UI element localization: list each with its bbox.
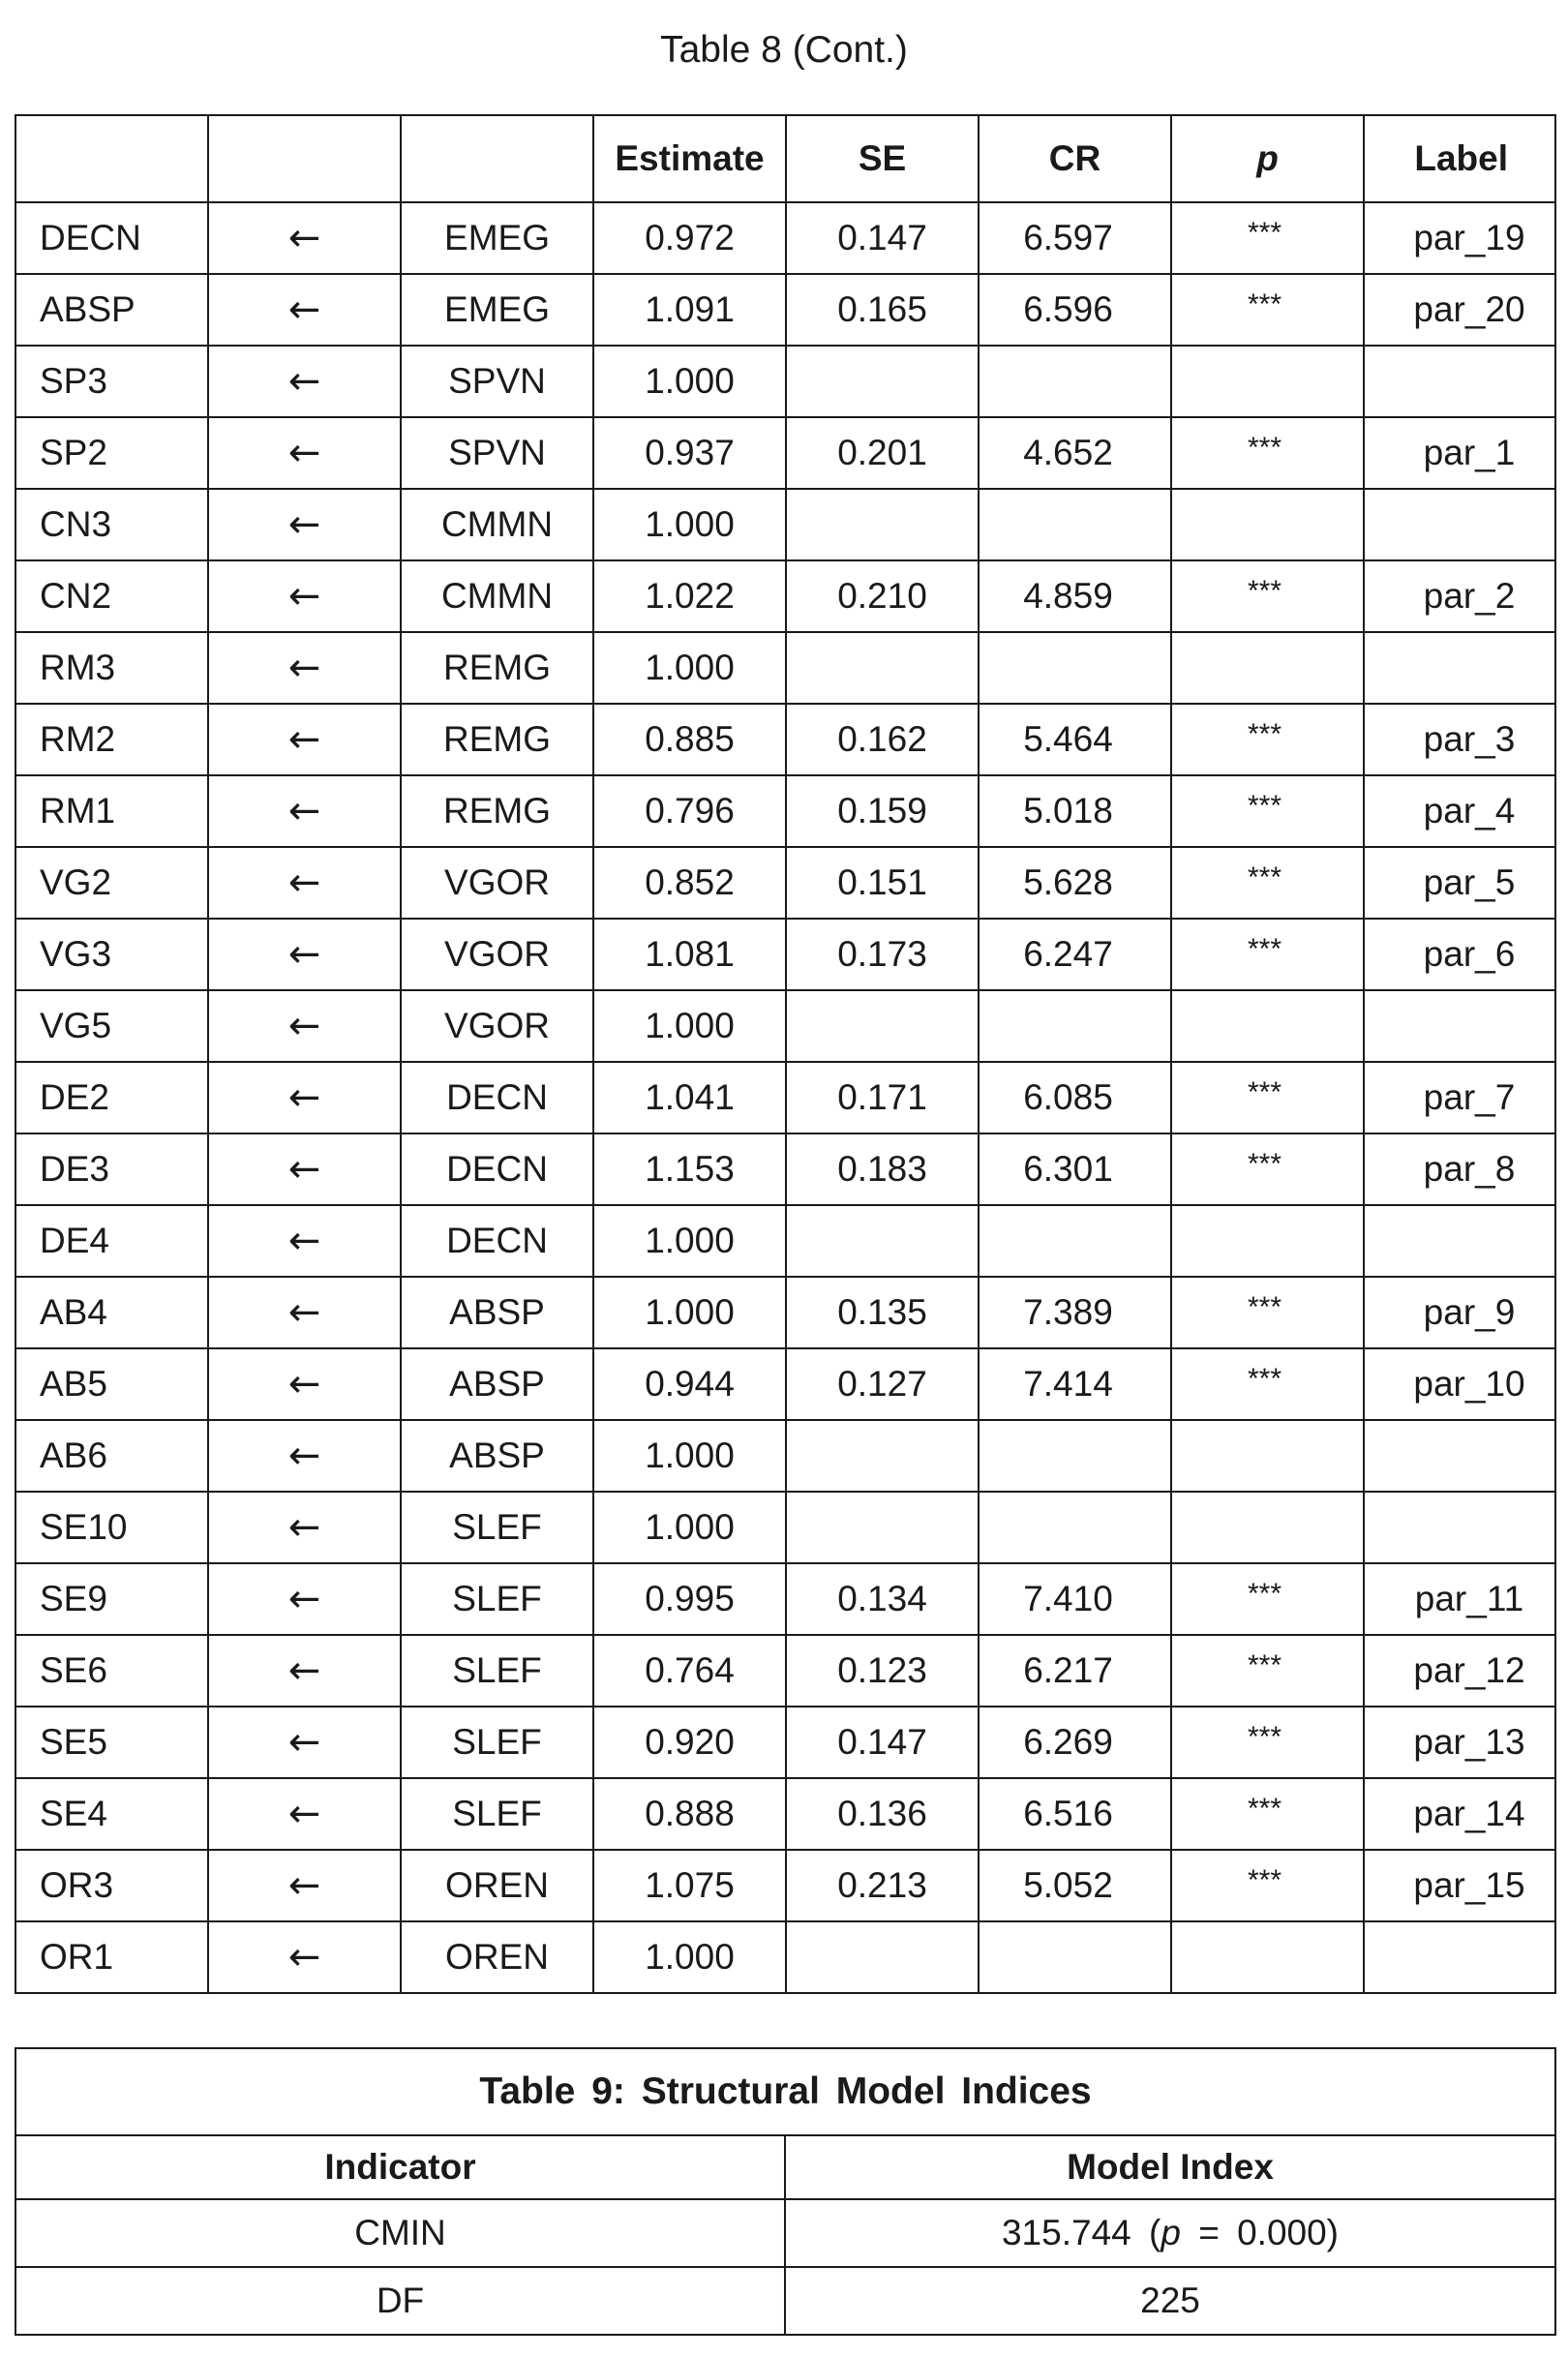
cr-cell: 5.018 <box>979 775 1171 847</box>
se-cell: 0.183 <box>786 1133 979 1205</box>
estimate-cell: 1.000 <box>593 346 786 417</box>
latent-cell: CMMN <box>401 489 593 560</box>
latent-cell: REMG <box>401 704 593 775</box>
se-cell: 0.165 <box>786 274 979 346</box>
table-row <box>15 775 1555 847</box>
label-cell: par_14 <box>1364 1778 1555 1850</box>
table-row <box>15 1921 1555 1993</box>
arrow-cell: ← <box>208 1850 401 1921</box>
table-9-title: Table 9: Structural Model Indices <box>15 2048 1555 2135</box>
p-cell <box>1171 274 1364 346</box>
p-cell <box>1171 1563 1364 1635</box>
indicator-cell: OR3 <box>15 1850 208 1921</box>
table-9-indicator-cell: CMIN <box>15 2199 785 2267</box>
table-row <box>15 489 1555 560</box>
latent-cell: SLEF <box>401 1563 593 1635</box>
significance-stars: *** <box>1247 575 1282 607</box>
p-cell <box>1171 560 1364 632</box>
cr-cell <box>979 1205 1171 1277</box>
p-cell <box>1171 489 1364 560</box>
p-cell <box>1171 1420 1364 1492</box>
arrow-cell: ← <box>208 202 401 274</box>
cr-cell: 7.414 <box>979 1348 1171 1420</box>
p-cell <box>1171 1635 1364 1707</box>
estimate-cell: 0.852 <box>593 847 786 919</box>
model-index-suffix: = 0.000) <box>1180 2213 1340 2252</box>
significance-stars: *** <box>1247 1793 1282 1825</box>
indicator-cell: DE2 <box>15 1062 208 1133</box>
arrow-cell: ← <box>208 1420 401 1492</box>
estimate-cell: 0.885 <box>593 704 786 775</box>
header-p: p <box>1171 115 1364 202</box>
latent-cell: SPVN <box>401 417 593 489</box>
se-cell: 0.127 <box>786 1348 979 1420</box>
latent-cell: ABSP <box>401 1420 593 1492</box>
table-8 <box>15 114 1556 1994</box>
latent-cell: ABSP <box>401 1277 593 1348</box>
arrow-cell: ← <box>208 847 401 919</box>
estimate-cell: 0.944 <box>593 1348 786 1420</box>
p-cell <box>1171 1348 1364 1420</box>
table-9-header-indicator: Indicator <box>15 2135 785 2199</box>
table-row <box>15 417 1555 489</box>
cr-cell <box>979 632 1171 704</box>
arrow-cell: ← <box>208 1563 401 1635</box>
indicator-cell: AB6 <box>15 1420 208 1492</box>
table-row <box>15 560 1555 632</box>
estimate-cell: 1.022 <box>593 560 786 632</box>
table-row <box>15 2267 1555 2335</box>
table-9-header-model-index: Model Index <box>785 2135 1555 2199</box>
p-cell <box>1171 1133 1364 1205</box>
table-9 <box>15 2047 1556 2336</box>
header-indicator <box>15 115 208 202</box>
model-index-prefix: 225 <box>1140 2281 1200 2320</box>
p-cell <box>1171 919 1364 990</box>
cr-cell: 6.085 <box>979 1062 1171 1133</box>
estimate-cell: 0.920 <box>593 1707 786 1778</box>
latent-cell: VGOR <box>401 919 593 990</box>
table-row <box>15 632 1555 704</box>
arrow-cell: ← <box>208 632 401 704</box>
header-cr: CR <box>979 115 1171 202</box>
latent-cell: SLEF <box>401 1778 593 1850</box>
cr-cell <box>979 489 1171 560</box>
cr-cell: 4.652 <box>979 417 1171 489</box>
latent-cell: VGOR <box>401 847 593 919</box>
arrow-cell: ← <box>208 1133 401 1205</box>
table-row <box>15 346 1555 417</box>
arrow-cell: ← <box>208 1277 401 1348</box>
indicator-cell: VG5 <box>15 990 208 1062</box>
indicator-cell: CN3 <box>15 489 208 560</box>
cr-cell: 6.516 <box>979 1778 1171 1850</box>
significance-stars: *** <box>1247 432 1282 464</box>
label-cell: par_20 <box>1364 274 1555 346</box>
table-9-model-index-cell <box>785 2199 1555 2267</box>
table-row <box>15 990 1555 1062</box>
p-cell <box>1171 775 1364 847</box>
header-label: Label <box>1364 115 1555 202</box>
label-cell <box>1364 1921 1555 1993</box>
label-cell <box>1364 489 1555 560</box>
estimate-cell: 1.000 <box>593 1420 786 1492</box>
significance-stars: *** <box>1247 1363 1282 1395</box>
model-index-p: p <box>1161 2213 1181 2252</box>
se-cell: 0.123 <box>786 1635 979 1707</box>
se-cell: 0.134 <box>786 1563 979 1635</box>
table-row <box>15 1277 1555 1348</box>
table-8-body <box>15 202 1555 1993</box>
significance-stars: *** <box>1247 1721 1282 1753</box>
label-cell <box>1364 1205 1555 1277</box>
significance-stars: *** <box>1247 933 1282 965</box>
indicator-cell: DE4 <box>15 1205 208 1277</box>
indicator-cell: RM1 <box>15 775 208 847</box>
indicator-cell: CN2 <box>15 560 208 632</box>
latent-cell: OREN <box>401 1921 593 1993</box>
table-9-model-index-cell <box>785 2267 1555 2335</box>
latent-cell: VGOR <box>401 990 593 1062</box>
latent-cell: SLEF <box>401 1492 593 1563</box>
estimate-cell: 1.000 <box>593 632 786 704</box>
indicator-cell: SE9 <box>15 1563 208 1635</box>
label-cell: par_13 <box>1364 1707 1555 1778</box>
label-cell: par_4 <box>1364 775 1555 847</box>
p-cell <box>1171 346 1364 417</box>
significance-stars: *** <box>1247 288 1282 320</box>
arrow-cell: ← <box>208 1707 401 1778</box>
label-cell: par_6 <box>1364 919 1555 990</box>
label-cell: par_10 <box>1364 1348 1555 1420</box>
table-row <box>15 1062 1555 1133</box>
latent-cell: DECN <box>401 1062 593 1133</box>
label-cell: par_9 <box>1364 1277 1555 1348</box>
significance-stars: *** <box>1247 1649 1282 1681</box>
table-row <box>15 704 1555 775</box>
label-cell: par_15 <box>1364 1850 1555 1921</box>
cr-cell: 5.052 <box>979 1850 1171 1921</box>
label-cell <box>1364 1492 1555 1563</box>
significance-stars: *** <box>1247 718 1282 750</box>
indicator-cell: RM2 <box>15 704 208 775</box>
arrow-cell: ← <box>208 274 401 346</box>
p-cell <box>1171 1062 1364 1133</box>
p-cell <box>1171 1707 1364 1778</box>
estimate-cell: 0.796 <box>593 775 786 847</box>
indicator-cell: SE10 <box>15 1492 208 1563</box>
label-cell <box>1364 1420 1555 1492</box>
se-cell: 0.135 <box>786 1277 979 1348</box>
p-cell <box>1171 990 1364 1062</box>
significance-stars: *** <box>1247 1148 1282 1180</box>
p-cell <box>1171 1850 1364 1921</box>
latent-cell: SLEF <box>401 1635 593 1707</box>
cr-cell: 5.464 <box>979 704 1171 775</box>
arrow-cell: ← <box>208 1062 401 1133</box>
se-cell: 0.210 <box>786 560 979 632</box>
p-cell <box>1171 202 1364 274</box>
p-cell <box>1171 632 1364 704</box>
arrow-cell: ← <box>208 417 401 489</box>
significance-stars: *** <box>1247 790 1282 822</box>
latent-cell: DECN <box>401 1205 593 1277</box>
estimate-cell: 1.153 <box>593 1133 786 1205</box>
significance-stars: *** <box>1247 217 1282 249</box>
indicator-cell: DECN <box>15 202 208 274</box>
indicator-cell: OR1 <box>15 1921 208 1993</box>
cr-cell: 5.628 <box>979 847 1171 919</box>
label-cell: par_2 <box>1364 560 1555 632</box>
table-row <box>15 1707 1555 1778</box>
label-cell: par_8 <box>1364 1133 1555 1205</box>
header-arrow <box>208 115 401 202</box>
table-row <box>15 274 1555 346</box>
table-9-indicator-cell: DF <box>15 2267 785 2335</box>
estimate-cell: 1.000 <box>593 1492 786 1563</box>
se-cell: 0.213 <box>786 1850 979 1921</box>
cr-cell <box>979 1921 1171 1993</box>
latent-cell: DECN <box>401 1133 593 1205</box>
se-cell <box>786 346 979 417</box>
p-cell <box>1171 1492 1364 1563</box>
arrow-cell: ← <box>208 775 401 847</box>
se-cell: 0.159 <box>786 775 979 847</box>
label-cell: par_12 <box>1364 1635 1555 1707</box>
se-cell: 0.147 <box>786 202 979 274</box>
se-cell <box>786 1492 979 1563</box>
significance-stars: *** <box>1247 1291 1282 1323</box>
arrow-cell: ← <box>208 346 401 417</box>
arrow-cell: ← <box>208 1205 401 1277</box>
cr-cell: 7.410 <box>979 1563 1171 1635</box>
label-cell: par_3 <box>1364 704 1555 775</box>
label-cell <box>1364 346 1555 417</box>
label-cell: par_19 <box>1364 202 1555 274</box>
table-row <box>15 847 1555 919</box>
cr-cell: 6.596 <box>979 274 1171 346</box>
se-cell: 0.171 <box>786 1062 979 1133</box>
estimate-cell: 1.000 <box>593 990 786 1062</box>
indicator-cell: SE6 <box>15 1635 208 1707</box>
estimate-cell: 1.000 <box>593 1277 786 1348</box>
arrow-cell: ← <box>208 489 401 560</box>
table-row <box>15 202 1555 274</box>
header-latent <box>401 115 593 202</box>
label-cell: par_1 <box>1364 417 1555 489</box>
label-cell <box>1364 990 1555 1062</box>
estimate-cell: 1.091 <box>593 274 786 346</box>
cr-cell: 6.247 <box>979 919 1171 990</box>
table-row <box>15 1778 1555 1850</box>
p-cell <box>1171 1921 1364 1993</box>
cr-cell: 4.859 <box>979 560 1171 632</box>
indicator-cell: DE3 <box>15 1133 208 1205</box>
cr-cell: 6.597 <box>979 202 1171 274</box>
estimate-cell: 0.764 <box>593 1635 786 1707</box>
table-9-header-row <box>15 2135 1555 2199</box>
significance-stars: *** <box>1247 1076 1282 1108</box>
cr-cell <box>979 1420 1171 1492</box>
se-cell: 0.162 <box>786 704 979 775</box>
cr-cell <box>979 1492 1171 1563</box>
p-cell <box>1171 847 1364 919</box>
indicator-cell: SP2 <box>15 417 208 489</box>
label-cell: par_7 <box>1364 1062 1555 1133</box>
p-cell <box>1171 1205 1364 1277</box>
significance-stars: *** <box>1247 1578 1282 1610</box>
estimate-cell: 1.041 <box>593 1062 786 1133</box>
latent-cell: SPVN <box>401 346 593 417</box>
latent-cell: REMG <box>401 775 593 847</box>
latent-cell: EMEG <box>401 274 593 346</box>
se-cell: 0.201 <box>786 417 979 489</box>
p-cell <box>1171 704 1364 775</box>
table-row <box>15 919 1555 990</box>
label-cell <box>1364 632 1555 704</box>
latent-cell: ABSP <box>401 1348 593 1420</box>
indicator-cell: VG3 <box>15 919 208 990</box>
se-cell: 0.147 <box>786 1707 979 1778</box>
significance-stars: *** <box>1247 861 1282 893</box>
estimate-cell: 0.937 <box>593 417 786 489</box>
table-row <box>15 2199 1555 2267</box>
significance-stars: *** <box>1247 1864 1282 1896</box>
arrow-cell: ← <box>208 1348 401 1420</box>
table-9-title-row <box>15 2048 1555 2135</box>
arrow-cell: ← <box>208 919 401 990</box>
table-row <box>15 1492 1555 1563</box>
arrow-cell: ← <box>208 1492 401 1563</box>
arrow-cell: ← <box>208 704 401 775</box>
arrow-cell: ← <box>208 1778 401 1850</box>
se-cell: 0.173 <box>786 919 979 990</box>
se-cell <box>786 1205 979 1277</box>
latent-cell: EMEG <box>401 202 593 274</box>
se-cell <box>786 1921 979 1993</box>
table-row <box>15 1133 1555 1205</box>
indicator-cell: SE5 <box>15 1707 208 1778</box>
estimate-cell: 0.995 <box>593 1563 786 1635</box>
cr-cell <box>979 346 1171 417</box>
cr-cell: 6.269 <box>979 1707 1171 1778</box>
indicator-cell: SE4 <box>15 1778 208 1850</box>
estimate-cell: 1.000 <box>593 1205 786 1277</box>
header-se: SE <box>786 115 979 202</box>
estimate-cell: 1.000 <box>593 1921 786 1993</box>
model-index-prefix: 315.744 ( <box>1001 2213 1161 2252</box>
table-row <box>15 1348 1555 1420</box>
table-row <box>15 1420 1555 1492</box>
arrow-cell: ← <box>208 1635 401 1707</box>
table-8-caption: Table 8 (Cont.) <box>660 29 908 71</box>
label-cell: par_5 <box>1364 847 1555 919</box>
latent-cell: REMG <box>401 632 593 704</box>
cr-cell: 6.301 <box>979 1133 1171 1205</box>
latent-cell: SLEF <box>401 1707 593 1778</box>
estimate-cell: 0.888 <box>593 1778 786 1850</box>
indicator-cell: RM3 <box>15 632 208 704</box>
table-8-header-row <box>15 115 1555 202</box>
arrow-cell: ← <box>208 1921 401 1993</box>
estimate-cell: 1.000 <box>593 489 786 560</box>
header-estimate: Estimate <box>593 115 786 202</box>
estimate-cell: 1.075 <box>593 1850 786 1921</box>
table-row <box>15 1563 1555 1635</box>
indicator-cell: ABSP <box>15 274 208 346</box>
indicator-cell: VG2 <box>15 847 208 919</box>
arrow-cell: ← <box>208 990 401 1062</box>
cr-cell <box>979 990 1171 1062</box>
cr-cell: 6.217 <box>979 1635 1171 1707</box>
table-row <box>15 1205 1555 1277</box>
cr-cell: 7.389 <box>979 1277 1171 1348</box>
se-cell <box>786 990 979 1062</box>
se-cell <box>786 489 979 560</box>
indicator-cell: AB5 <box>15 1348 208 1420</box>
latent-cell: CMMN <box>401 560 593 632</box>
p-cell <box>1171 1277 1364 1348</box>
p-cell <box>1171 1778 1364 1850</box>
indicator-cell: AB4 <box>15 1277 208 1348</box>
estimate-cell: 1.081 <box>593 919 786 990</box>
arrow-cell: ← <box>208 560 401 632</box>
latent-cell: OREN <box>401 1850 593 1921</box>
indicator-cell: SP3 <box>15 346 208 417</box>
label-cell: par_11 <box>1364 1563 1555 1635</box>
se-cell: 0.136 <box>786 1778 979 1850</box>
p-cell <box>1171 417 1364 489</box>
se-cell <box>786 1420 979 1492</box>
se-cell <box>786 632 979 704</box>
estimate-cell: 0.972 <box>593 202 786 274</box>
table-row <box>15 1635 1555 1707</box>
se-cell: 0.151 <box>786 847 979 919</box>
table-row <box>15 1850 1555 1921</box>
